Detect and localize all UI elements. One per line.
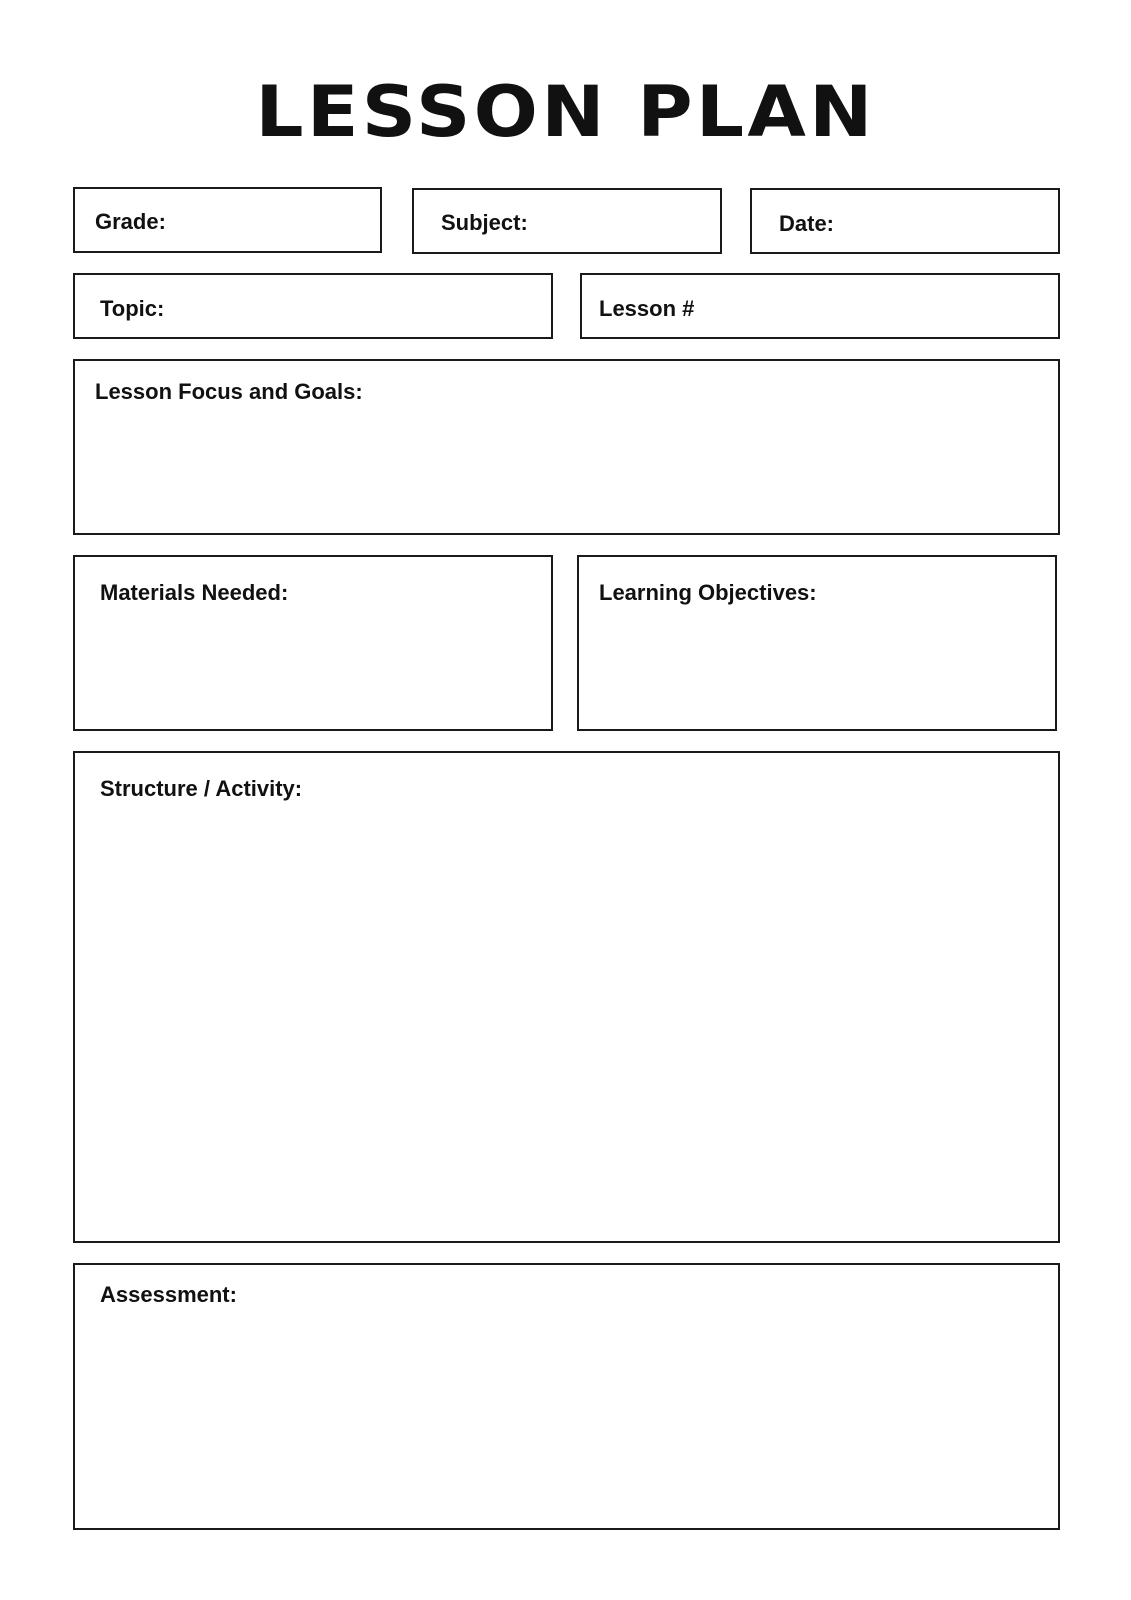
lesson-number-label: Lesson #: [599, 296, 695, 321]
focus-goals-field[interactable]: [73, 359, 1060, 535]
date-field[interactable]: [750, 188, 1060, 254]
focus-goals-label: Lesson Focus and Goals:: [95, 379, 363, 404]
date-label: Date:: [779, 211, 835, 236]
assessment-field[interactable]: [73, 1263, 1060, 1530]
objectives-label: Learning Objectives:: [599, 580, 817, 605]
topic-field[interactable]: [73, 273, 553, 339]
subject-field[interactable]: [412, 188, 722, 254]
structure-label: Structure / Activity:: [100, 776, 303, 801]
page-title: LESSON PLAN: [255, 71, 876, 153]
materials-label: Materials Needed:: [100, 580, 289, 605]
assessment-label: Assessment:: [100, 1282, 237, 1307]
lesson-number-field[interactable]: [580, 273, 1060, 339]
grade-label: Grade:: [95, 209, 166, 234]
grade-field[interactable]: [73, 187, 382, 253]
structure-field[interactable]: [73, 751, 1060, 1243]
objectives-field[interactable]: [577, 555, 1057, 731]
topic-label: Topic:: [100, 296, 165, 321]
materials-field[interactable]: [73, 555, 553, 731]
subject-label: Subject:: [441, 210, 528, 235]
